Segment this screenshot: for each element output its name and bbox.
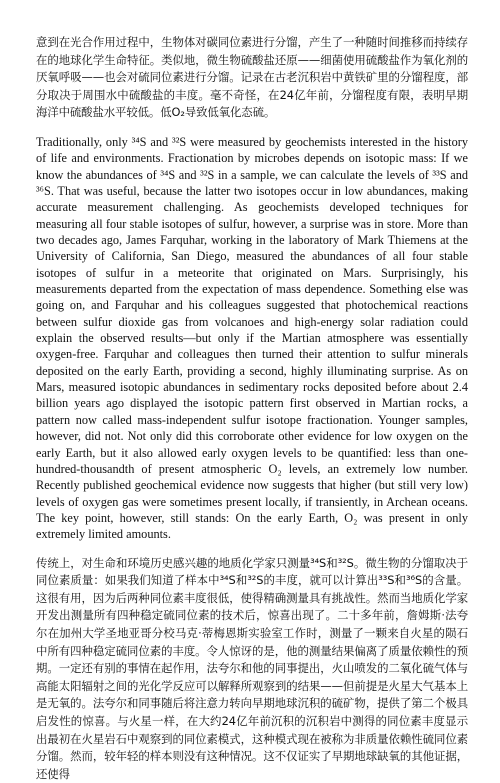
- english-paragraph: Traditionally, only ³⁴S and ³²S were measured by geochemists interested in the history of life and environments. Fractionation by microbes depends on isotopic mass: If we know the abundances of ³⁴S and ³²S in a sample, we can calculate the levels of ³³S and ³⁶S. That was useful, because the latter two isotopes occur in low abundances, making accurate measurement challenging. As geochemists developed techniques for measuring all four stable isotopes of sulfur, however, a surprise was in store. More than two decades ago, James Farquhar, working in the laboratory of Mark Thiemens at the University of California, San Diego, measured the abundances of all four stable isotopes of sulfur in a meteorite that originated on Mars. Surprisingly, his measurements departed from the expectation of mass dependence. Something else was going on, and Farquhar and his colleagues suggested that photochemical reactions between sulfur dioxide gas from volcanoes and high-energy solar radiation could explain the observed results—but only if the Martian atmosphere was essentially oxygen-free. Farquhar and colleagues then turned their attention to sulfur minerals deposited on the early Earth, providing a second, highly illuminating surprise. As on Mars, measured isotopic abundances in sedimentary rocks deposited before about 2.4 billion years ago displayed the isotopic pattern first observed in Martian rocks, a pattern now called mass-independent sulfur isotope fractionation. Younger samples, however, did not. Not only did this corroborate other evidence for low oxygen on the early Earth, but it also allowed early oxygen levels to be quantified: less than one-hundred-thousandth of present atmospheric O₂ levels, an extremely low number. Recently published geochemical evidence now suggests that higher (but still very low) levels of oxygen gas were sometimes present locally, if transiently, in Archean oceans. The key point, however, still stands: On the early Earth, O₂ was present in only extremely limited amounts.: [36, 134, 468, 542]
- chinese-paragraph-intro: 意到在光合作用过程中，生物体对碳同位素进行分馏，产生了一种随时间推移而持续存在的地球化学生命特征。类似地，微生物硫酸盐还原——细菌使用硫酸盐作为氧化剂的厌氧呼吸——也会对硫同位素进行分馏。记录在古老沉积岩中黄铁矿里的分馏程度，部分取决于周围水中硫酸盐的丰度。毫不奇怪，在24亿年前，分馏程度有限，表明早期海洋中硫酸盐水平较低。低O₂导致低氧化态硫。: [36, 35, 468, 120]
- document-page: [36, 34, 468, 783]
- chinese-paragraph-translation: 传统上，对生命和环境历史感兴趣的地质化学家只测量³⁴S和³²S。微生物的分馏取决于同位素质量：如果我们知道了样本中³⁴S和³²S的丰度，就可以计算出³³S和³⁶S的含量。这很有用，因为后两种同位素丰度很低，使得精确测量具有挑战性。然而当地质化学家开发出测量所有四种稳定硫同位素的技术后，惊喜出现了。二十多年前，詹姆斯·法夸尔在加州大学圣地亚哥分校马克·蒂梅恩斯实验室工作时，测量了一颗来自火星的陨石中所有四种稳定硫同位素的丰度。令人惊讶的是，他的测量结果偏离了质量依赖性的预期。一定还有别的事情在起作用，法夸尔和他的同事提出，火山喷发的二氧化硫气体与高能太阳辐射之间的光化学反应可以解释所观察到的结果——但前提是火星大气基本上是无氧的。法夸尔和同事随后将注意力转向早期地球沉积的硫矿物，提供了第二个极具启发性的惊喜。与火星一样，在大约24亿年前沉积的沉积岩中测得的同位素丰度显示出最初在火星岩石中观察到的同位素模式，这种模式现在被称为非质量依赖性硫同位素分馏。然而，较年轻的样本则没有这种情况。这不仅证实了早期地球缺氧的其他证据，还使得: [36, 555, 468, 781]
